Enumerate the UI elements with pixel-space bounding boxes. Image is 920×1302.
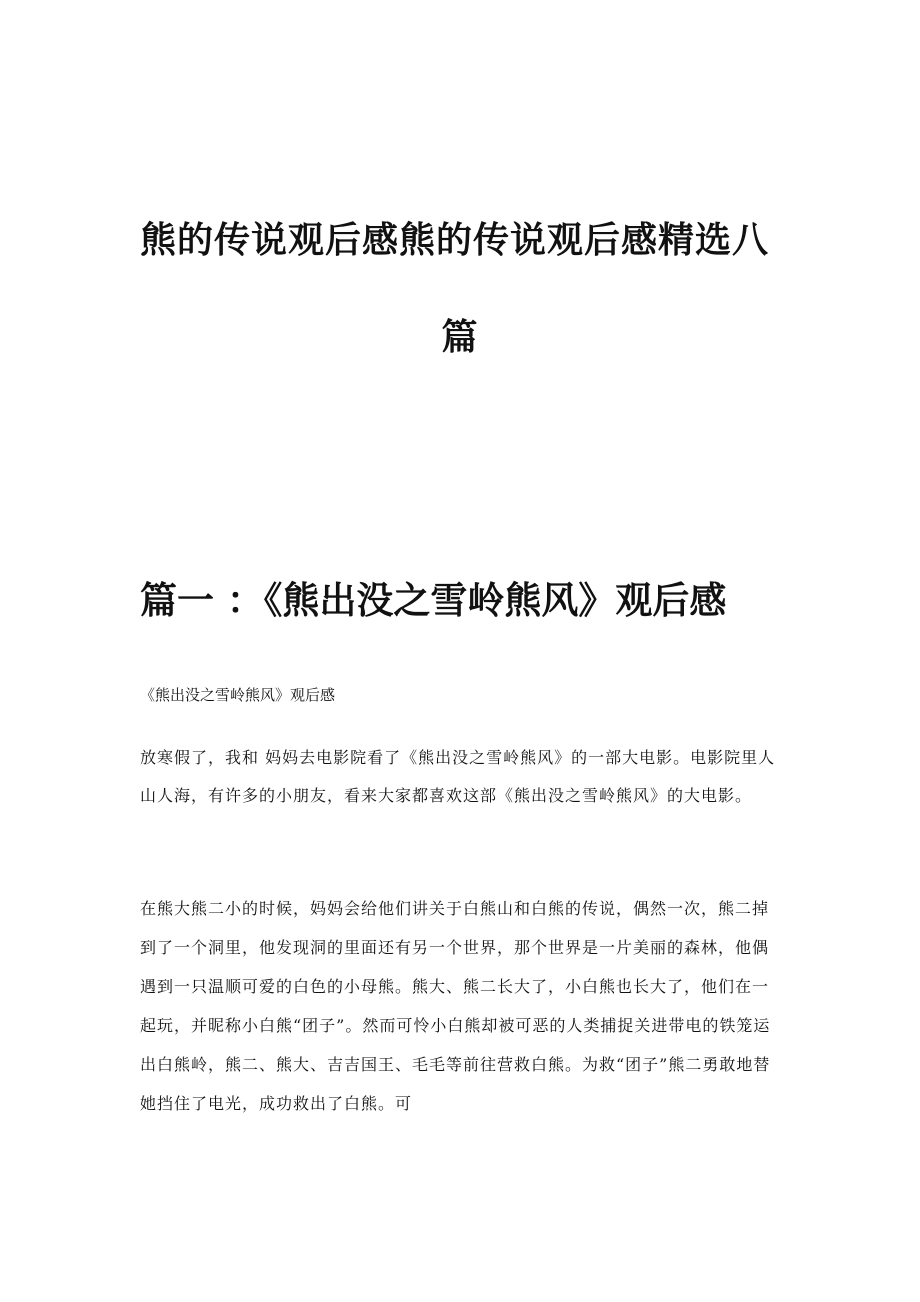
section-heading: 篇一 ：《熊出没之雪岭熊风》观后感 <box>140 578 727 622</box>
paragraph-2: 在熊大熊二小的时候，妈妈会给他们讲关于白熊山和白熊的传说，偶然一次，熊二掉到了一个洞里，他发现洞的里面还有另一个世界，那个世界是一片美丽的森林，他偶遇到一只温顺可爱的白色的小母熊。熊大、熊二长大了，小白熊也长大了，他们在一起玩，并昵称小白熊“团子”。然而可怜小白熊却被可恶的人类捕捉关进带电的铁笼运出白熊岭，熊二、熊大、吉吉国王、毛毛等前往营救白熊。为救“团子”熊二勇敢地替她挡住了电光，成功救出了白熊。可 <box>140 899 771 1113</box>
paragraph-1: 放寒假了，我和 妈妈去电影院看了《熊出没之雪岭熊风》的一部大电影。电影院里人山人海，有许多的小朋友，看来大家都喜欢这部《熊出没之雪岭熊风》的大电影。 <box>140 748 776 805</box>
document-title-line-2: 篇 <box>441 316 479 358</box>
article-subtitle: 《熊出没之雪岭熊风》观后感 <box>140 686 336 704</box>
document-title-line-1: 熊的传说观后感熊的传说观后感精选八 <box>140 219 770 261</box>
